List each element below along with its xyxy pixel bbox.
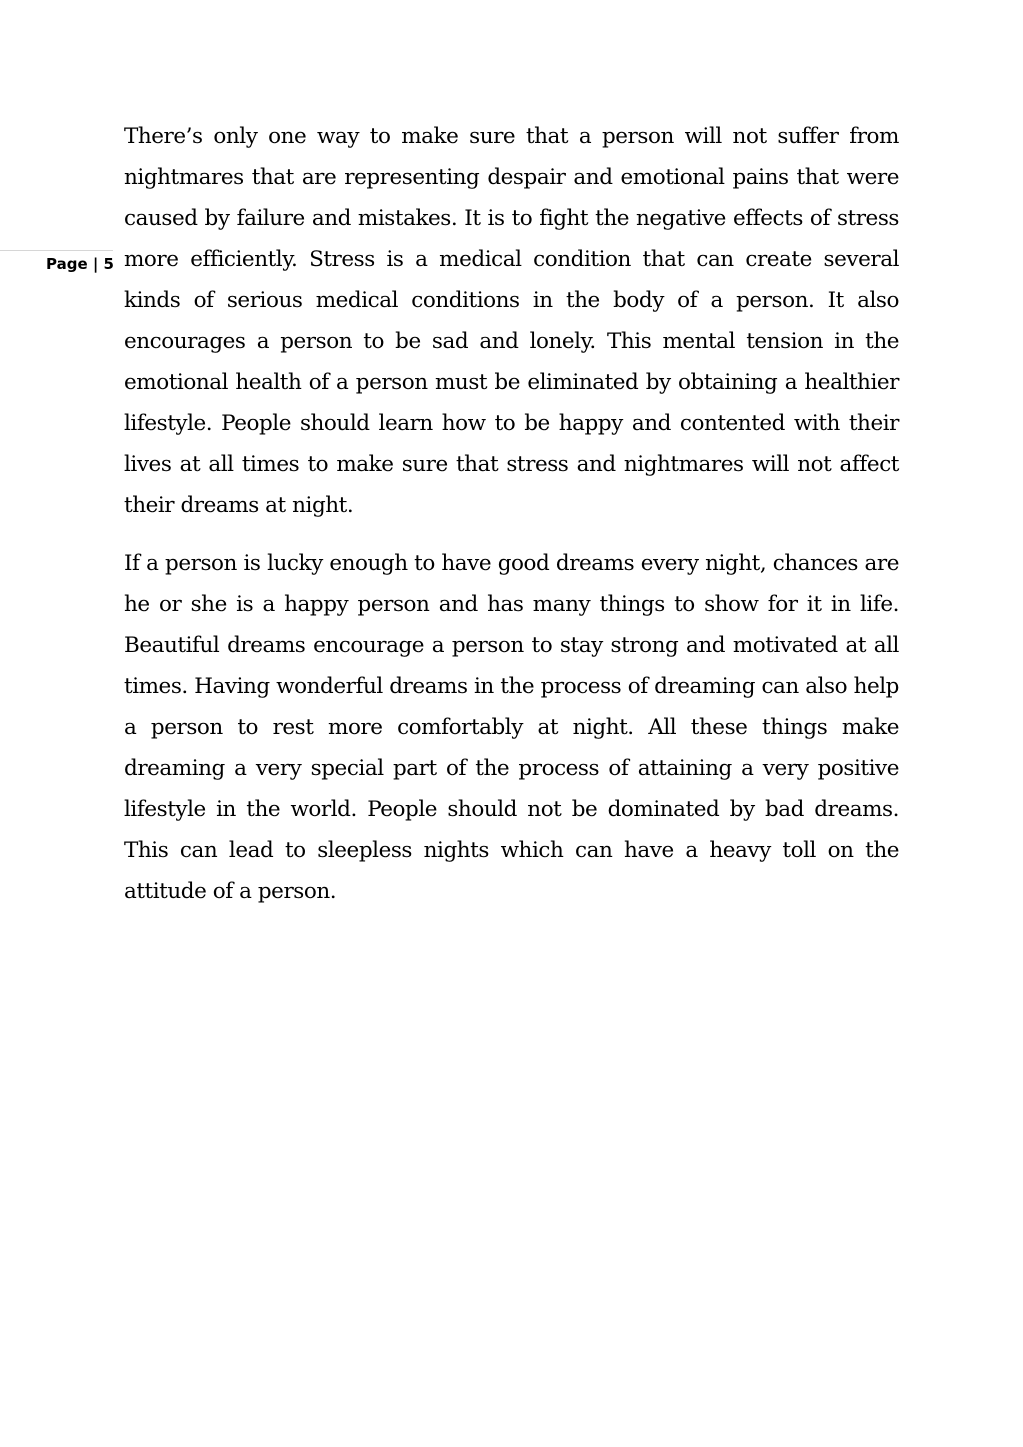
page-number-label: Page | 5 [46,255,114,273]
paragraph-stress-nightmares: There’s only one way to make sure that a person will not suffer from nightmares that are representing despair and emotional pains that were caused by failure and mistakes. It is to fight the negative effects of stress more efficiently. Stress is a medical condition that can create several kinds of serious medical conditions in the body of a person. It also encourages a person to be sad and lonely. This mental tension in the emotional health of a person must be eliminated by obtaining a healthier lifestyle. People should learn how to be happy and contented with their lives at all times to make sure that stress and nightmares will not affect their dreams at night. [124,124,899,518]
body-text [124,116,899,929]
paragraph-good-dreams: If a person is lucky enough to have good dreams every night, chances are he or she is a happy person and has many things to show for it in life. Beautiful dreams encourage a person to stay strong and motivated at all times. Having wonderful dreams in the process of dreaming can also help a person to rest more comfortably at night. All these things make dreaming a very special part of the process of attaining a very positive lifestyle in the world. People should not be dominated by bad dreams. This can lead to sleepless nights which can have a heavy toll on the attitude of a person. [124,551,899,904]
page-number-rule [0,250,113,251]
